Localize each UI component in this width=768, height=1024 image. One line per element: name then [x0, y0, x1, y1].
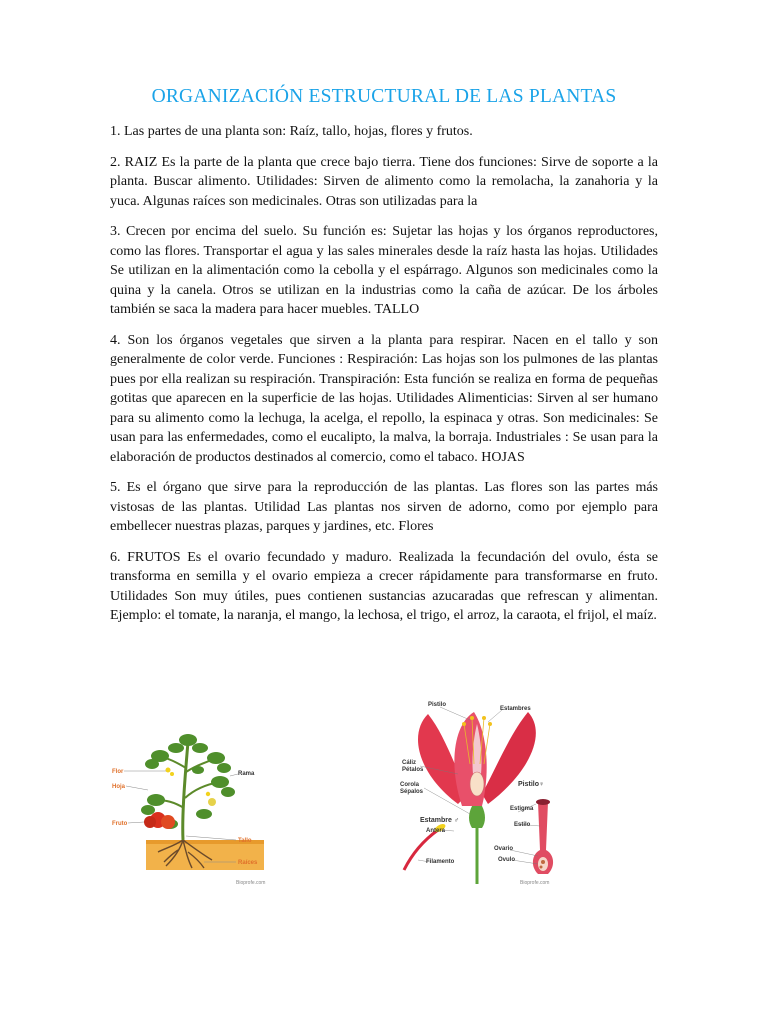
label-pistilo: Pistilo [428, 702, 447, 708]
label-estambre-symbol: Estambre ♂ [420, 817, 460, 824]
label-estambres: Estambres [500, 706, 531, 712]
plant-diagram [108, 728, 278, 890]
label-caliz: Cáliz [402, 760, 417, 766]
label-flor: Flor [112, 769, 124, 775]
label-hoja: Hoja [112, 784, 126, 790]
watermark: Bioprofe.com [236, 880, 266, 886]
paragraph: 3. Crecen por encima del suelo. Su función es: Sujetar las hojas y los órganos reproductores, como las flores. Transportar el agua y las sales minerales desde la raíz hasta las hojas. Utilidades Se utilizan en la alimentación como la cebolla y el espárrago. Algunos son medicinales como la quina y la canela. Otros se utilizan en la industrias como la caña de azúcar. De los árboles también se saca la madera para hacer muebles. TALLO [110, 224, 658, 317]
label-rama: Rama [238, 771, 255, 777]
document-body [110, 122, 658, 637]
label-estigma: Estigma [510, 806, 534, 812]
stem [183, 742, 188, 840]
page-title: ORGANIZACIÓN ESTRUCTURAL DE LAS PLANTAS [151, 86, 617, 107]
paragraph: 6. FRUTOS Es el ovario fecundado y maduro. Realizada la fecundación del ovulo, ésta se transforma en semilla y el ovario empieza a crecer rápidamente para transformarse en fruto. Utilidades Son muy útiles, pues contienen sustancias azucaradas que refrescan y alimentan. Ejemplo: el tomate, la naranja, el mango, la lechosa, el trigo, el arroz, la caraota, el frijol, el maíz. [110, 549, 658, 623]
flower-diagram [398, 694, 570, 890]
sepals [469, 806, 485, 828]
flower-anatomy-illustration [398, 694, 570, 890]
label-fruto: Fruto [112, 821, 128, 827]
paragraph: 1. Las partes de una planta son: Raíz, tallo, hojas, flores y frutos. [110, 124, 473, 139]
plant-parts-illustration [108, 728, 278, 890]
label-petalos: Pétalos [402, 767, 424, 773]
label-pistilo-symbol: Pistilo♀ [518, 781, 545, 788]
label-ovario: Ovario [494, 846, 514, 852]
paragraph: 4. Son los órganos vegetales que sirven a la planta para respirar. Nacen en el tallo y son generalmente de color verde. Funciones : Respiración: Las hojas son los pulmones de las plantas pues por ella realizan su respiración. Transpiración: Esta función se realiza en forma de pequeñas gotitas que aparecen en la superficie de las hojas. Utilidades Alimenticias: Sirven al ser humano para su alimento como la lechuga, la acelga, el repollo, la espinaca y otras. Son medicinales: Se usan para las enfermedades, como el eucalipto, la malva, la borraja. Industriales : Se usan para la elaboración de productos destinados al comercio, como el tabaco. HOJAS [110, 332, 658, 465]
watermark: Bioprofe.com [520, 880, 550, 886]
label-estilo: Estilo [514, 822, 531, 828]
label-corola: Corola [400, 782, 420, 788]
label-ovulo: Ovulo [498, 857, 516, 863]
label-filamento: Filamento [426, 859, 455, 865]
paragraph: 5. Es el órgano que sirve para la reproducción de las plantas. Las flores son las partes más vistosas de las plantas. Utilidad Las plantas nos sirven de adorno, como por ejemplo para embellecer nuestras plazas, parques y jardines, etc. Flores [110, 480, 658, 534]
label-sepalos: Sépalos [400, 789, 424, 795]
label-tallo: Tallo [238, 838, 252, 844]
label-raices: Raíces [238, 860, 258, 866]
paragraph: 2. RAIZ Es la parte de la planta que crece bajo tierra. Tiene dos funciones: Sirve de soporte a la planta. Buscar alimento. Utilidades: Sirven de alimento como la remolacha, la zanahoria y la yuca. Algunas raíces son medicinales. Otras son utilizadas para la [110, 154, 658, 209]
pistil-detail [533, 799, 553, 874]
label-antera: Antera [426, 828, 446, 834]
